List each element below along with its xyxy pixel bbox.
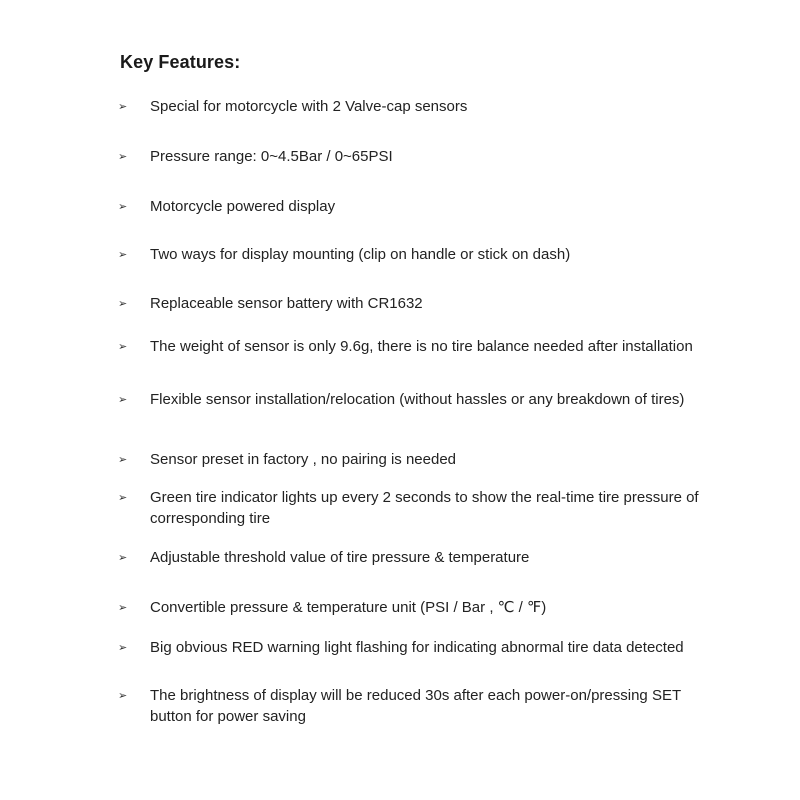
feature-text: Big obvious RED warning light flashing for indicating abnormal tire data detected [150, 639, 684, 656]
arrowhead-bullet-icon: ➢ [118, 341, 128, 353]
arrowhead-bullet-icon: ➢ [118, 454, 128, 466]
arrowhead-bullet-icon: ➢ [118, 552, 128, 564]
feature-text: Convertible pressure & temperature unit (PSI / Bar , ℃ / ℉) [150, 599, 547, 616]
feature-item [118, 336, 708, 358]
arrowhead-bullet-icon: ➢ [118, 492, 128, 504]
feature-item [118, 685, 708, 727]
feature-item [118, 597, 708, 619]
feature-text: Two ways for display mounting (clip on handle or stick on dash) [150, 246, 571, 263]
feature-text: The brightness of display will be reduced 30s after each power-on/pressing SET button for power saving [150, 687, 681, 725]
feature-text: Flexible sensor installation/relocation (without hassles or any breakdown of tires) [150, 391, 685, 408]
page-title: Key Features: [120, 52, 241, 72]
arrowhead-bullet-icon: ➢ [118, 249, 128, 261]
feature-text: Special for motorcycle with 2 Valve-cap sensors [150, 98, 468, 115]
feature-item [118, 293, 708, 315]
feature-item [118, 637, 708, 659]
feature-item [118, 196, 708, 218]
arrowhead-bullet-icon: ➢ [118, 201, 128, 213]
arrowhead-bullet-icon: ➢ [118, 151, 128, 163]
feature-text: Replaceable sensor battery with CR1632 [150, 295, 423, 312]
feature-item [118, 96, 708, 118]
feature-text: Green tire indicator lights up every 2 seconds to show the real-time tire pressure of corresponding tire [150, 489, 699, 527]
feature-item [118, 244, 708, 266]
arrowhead-bullet-icon: ➢ [118, 101, 128, 113]
feature-item [118, 449, 708, 471]
feature-text: The weight of sensor is only 9.6g, there is no tire balance needed after installation [150, 338, 693, 355]
feature-item [118, 547, 708, 569]
arrowhead-bullet-icon: ➢ [118, 298, 128, 310]
feature-item [118, 146, 708, 168]
feature-item [118, 487, 708, 529]
feature-text: Pressure range: 0~4.5Bar / 0~65PSI [150, 148, 393, 165]
feature-item [118, 389, 708, 411]
feature-text: Sensor preset in factory , no pairing is needed [150, 451, 457, 468]
arrowhead-bullet-icon: ➢ [118, 642, 128, 654]
feature-text: Adjustable threshold value of tire pressure & temperature [150, 549, 530, 566]
feature-text: Motorcycle powered display [150, 198, 336, 215]
arrowhead-bullet-icon: ➢ [118, 690, 128, 702]
arrowhead-bullet-icon: ➢ [118, 602, 128, 614]
arrowhead-bullet-icon: ➢ [118, 394, 128, 406]
